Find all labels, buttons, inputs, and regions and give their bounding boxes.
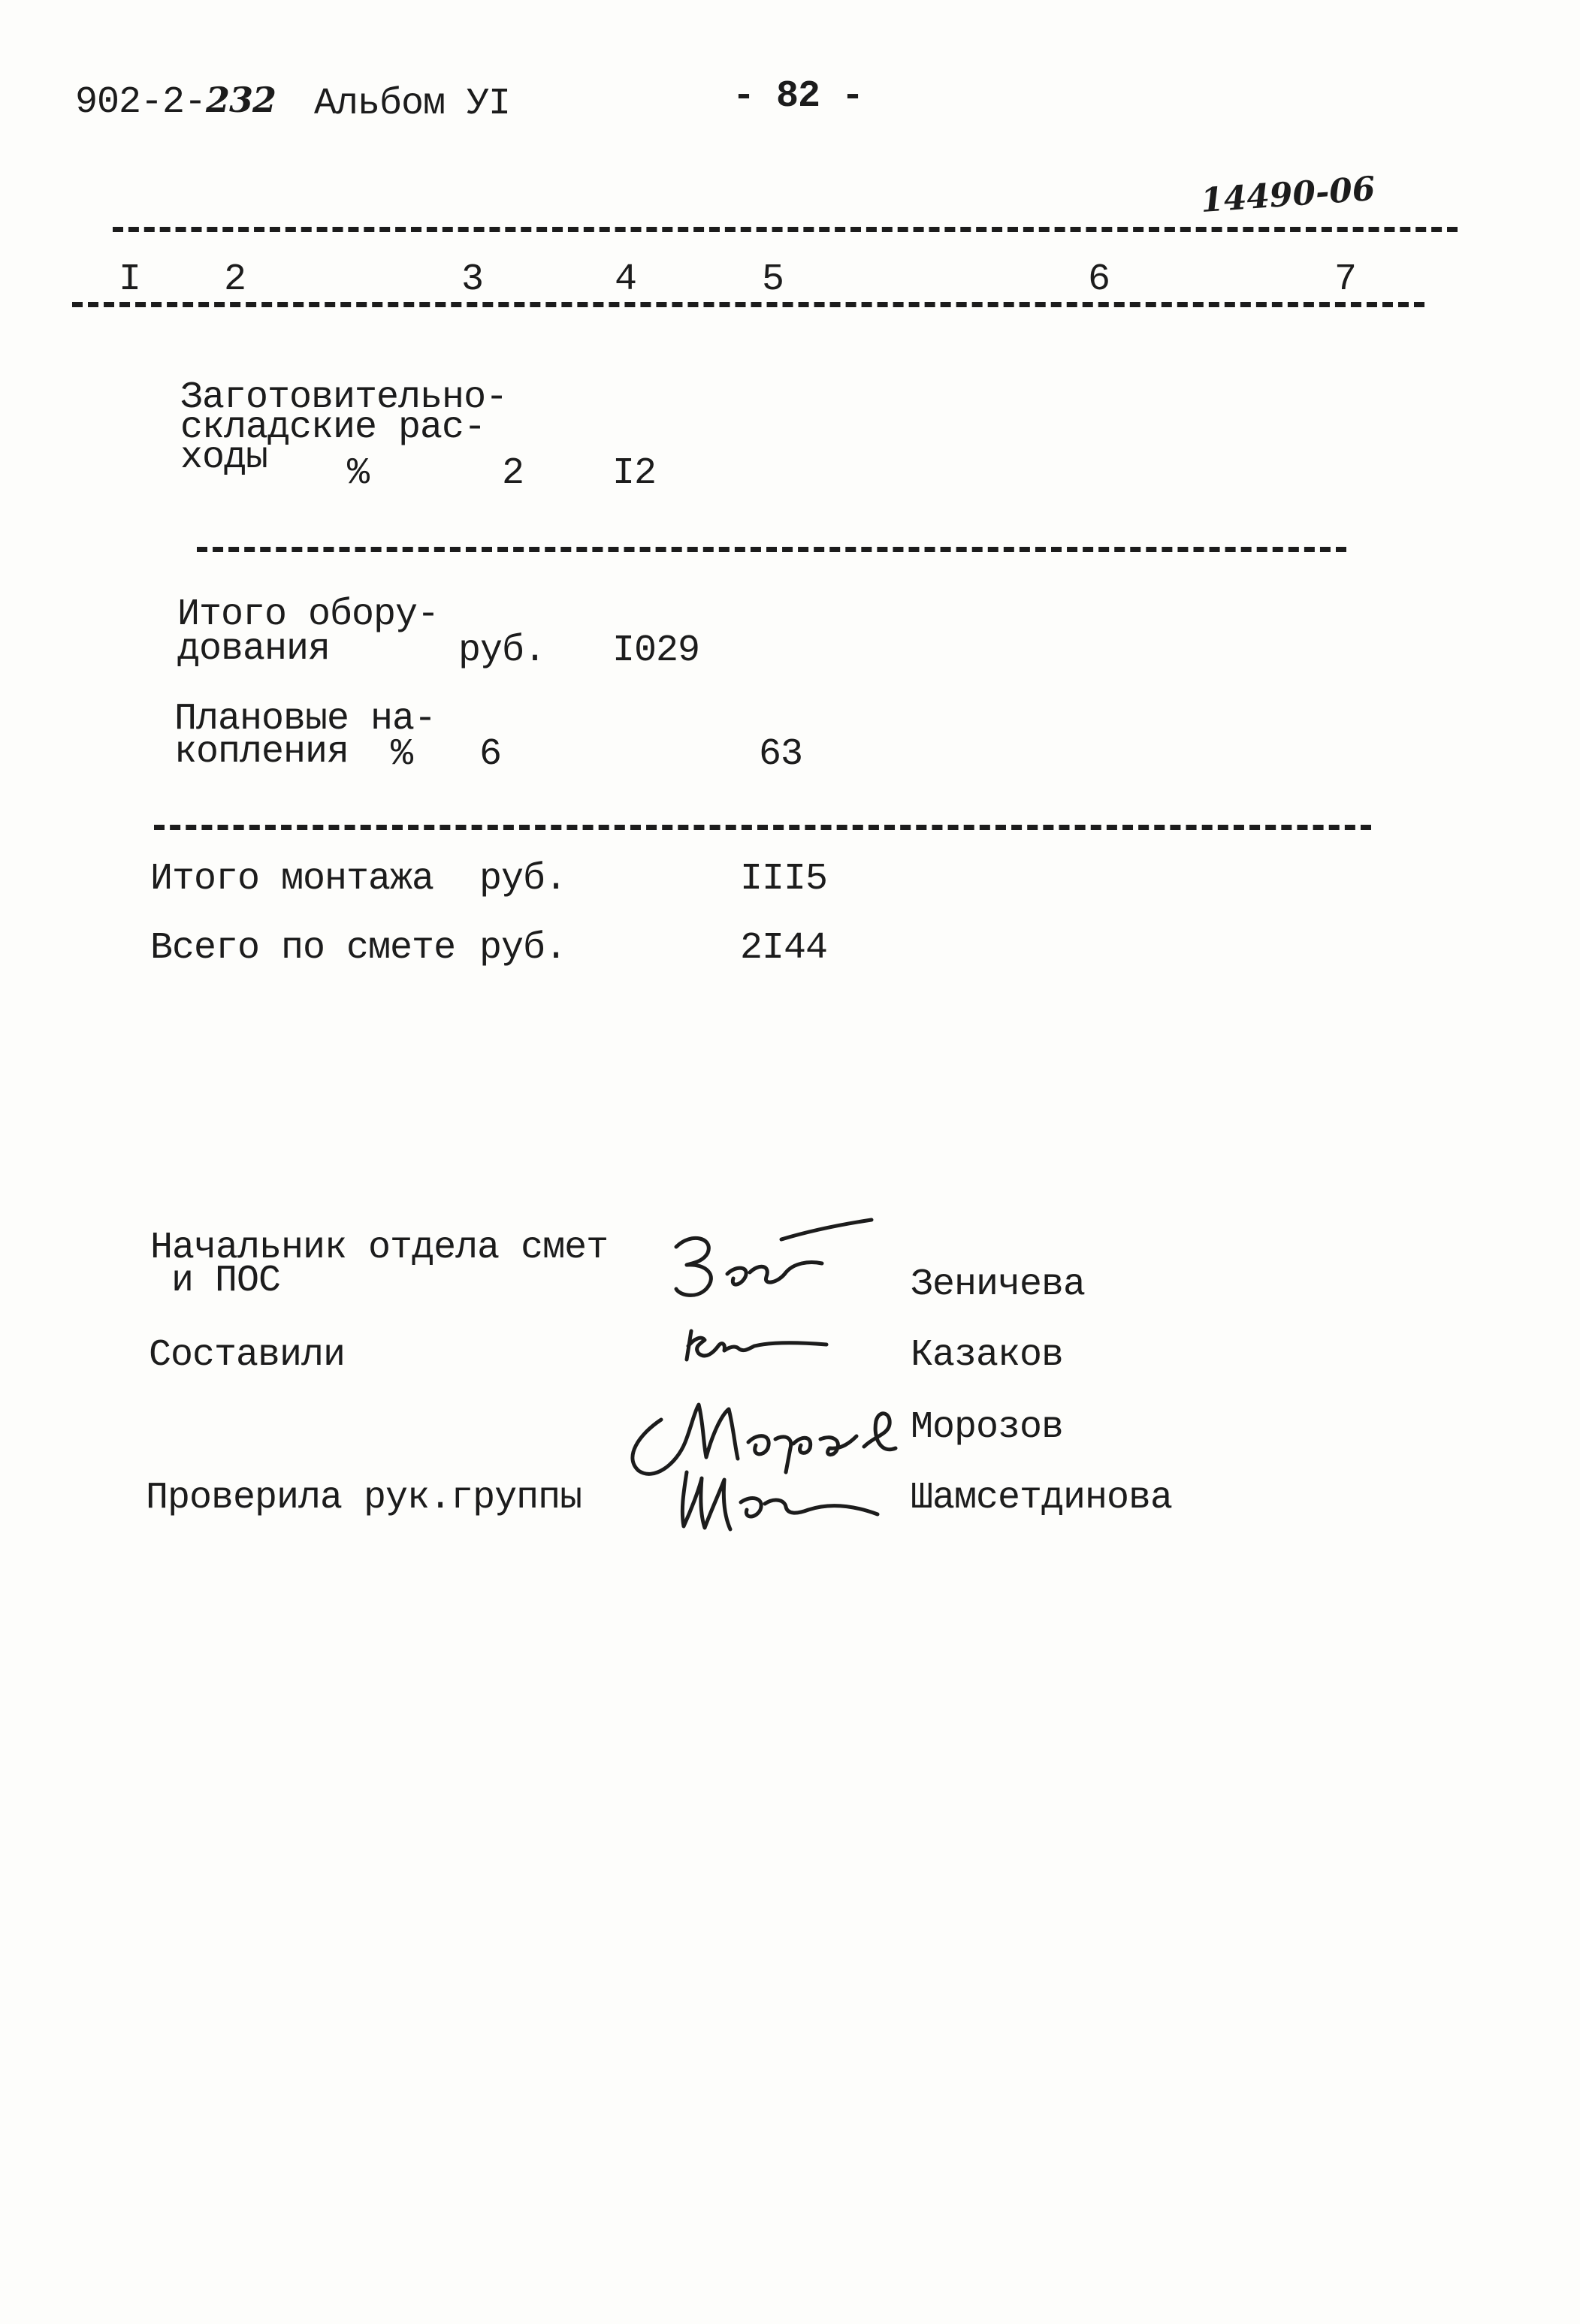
total-rule (154, 825, 1371, 830)
storage-costs-col3: 2 (502, 452, 524, 495)
signature-zenicheva (661, 1217, 887, 1307)
equipment-total-label: Итого обору- дования (177, 593, 440, 671)
storage-costs-label: Заготовительно- складские рас- ходы (180, 376, 508, 479)
montage-total-unit: руб. (479, 858, 567, 901)
grand-total-unit: руб. (479, 927, 567, 970)
subtotal-rule (197, 547, 1346, 552)
page-number: - 82 - (733, 75, 864, 118)
planned-savings-col5: 63 (759, 733, 803, 776)
equipment-total-unit: руб. (458, 629, 546, 672)
document-code-handwritten: 232 (206, 80, 276, 120)
head-of-department-title: Начальник отдела смет и ПОС (150, 1227, 609, 1302)
storage-costs-unit: % (347, 452, 370, 495)
planned-savings-unit: % (391, 733, 413, 776)
grand-total-col5: 2I44 (740, 927, 828, 970)
compiled-by-name-1: Казаков (911, 1334, 1064, 1377)
signature-kazakov (676, 1322, 856, 1375)
column-number-2: 2 (224, 258, 246, 301)
header-rule-top (113, 227, 1458, 232)
column-number-1: I (119, 258, 141, 301)
document-code-prefix: 902-2- (75, 81, 207, 124)
signature-shamsetdinova (661, 1457, 902, 1540)
album-label: Альбом УI (314, 83, 511, 125)
column-number-7: 7 (1334, 258, 1357, 301)
montage-total-label: Итого монтажа (150, 858, 434, 901)
archive-stamp-number: 14490-06 (1199, 169, 1377, 221)
head-of-department-name: Зеничева (911, 1263, 1086, 1306)
header-rule-bottom (72, 302, 1424, 307)
montage-total-col5: III5 (740, 858, 828, 901)
column-number-4: 4 (615, 258, 637, 301)
storage-costs-col4: I2 (612, 452, 657, 495)
grand-total-label: Всего по смете (150, 927, 456, 970)
planned-savings-label: Плановые на- копления (174, 698, 437, 774)
checked-by-name: Шамсетдинова (911, 1477, 1173, 1520)
column-number-6: 6 (1088, 258, 1110, 301)
compiled-by-label: Составили (149, 1334, 346, 1377)
checked-by-label: Проверила рук.группы (146, 1477, 582, 1520)
column-number-3: 3 (461, 258, 484, 301)
column-number-5: 5 (762, 258, 784, 301)
planned-savings-col3: 6 (479, 733, 502, 776)
equipment-total-col4: I029 (612, 629, 700, 672)
compiled-by-name-2: Морозов (911, 1406, 1064, 1449)
document-code (75, 80, 276, 124)
